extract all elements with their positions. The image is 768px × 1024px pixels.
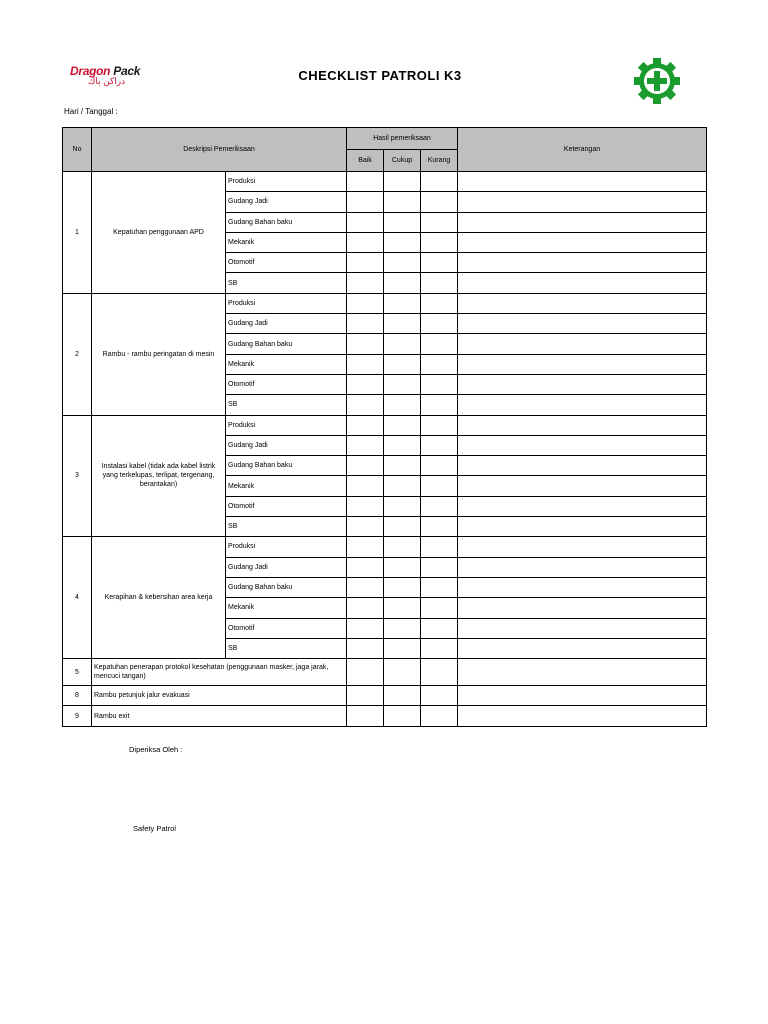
check-cell-cukup[interactable] [384, 598, 421, 618]
notes-cell[interactable] [458, 212, 707, 232]
check-cell-cukup[interactable] [384, 192, 421, 212]
page-title: CHECKLIST PATROLI K3 [298, 68, 462, 83]
location-label: Gudang Jadi [226, 557, 347, 577]
notes-cell[interactable] [458, 659, 707, 686]
notes-cell[interactable] [458, 496, 707, 516]
location-label: Gudang Bahan baku [226, 334, 347, 354]
check-cell-kurang[interactable] [421, 273, 458, 293]
check-cell-cukup[interactable] [384, 354, 421, 374]
check-cell-cukup[interactable] [384, 577, 421, 597]
notes-cell[interactable] [458, 686, 707, 706]
check-cell-cukup[interactable] [384, 618, 421, 638]
row-description: Rambu - rambu peringatan di mesin [92, 293, 226, 415]
row-description: Kepatuhan penerapan protokol kesehatan (penggunaan masker, jaga jarak, mencuci tangan) [92, 659, 347, 686]
row-description: Kepatuhan penggunaan APD [92, 172, 226, 294]
check-cell-kurang[interactable] [421, 706, 458, 726]
table-row [63, 293, 707, 313]
notes-cell[interactable] [458, 476, 707, 496]
check-cell-cukup[interactable] [384, 395, 421, 415]
notes-cell[interactable] [458, 557, 707, 577]
location-label: SB [226, 638, 347, 658]
check-cell-cukup[interactable] [384, 638, 421, 658]
check-cell-baik[interactable] [347, 354, 384, 374]
check-cell-kurang[interactable] [421, 496, 458, 516]
checklist-body [63, 172, 707, 727]
notes-cell[interactable] [458, 273, 707, 293]
location-label: Produksi [226, 172, 347, 192]
header-result: Hasil pemeriksaan [347, 128, 458, 150]
check-cell-cukup[interactable] [384, 253, 421, 273]
notes-cell[interactable] [458, 537, 707, 557]
check-cell-baik[interactable] [347, 273, 384, 293]
check-cell-baik[interactable] [347, 496, 384, 516]
check-cell-kurang[interactable] [421, 659, 458, 686]
location-label: Produksi [226, 537, 347, 557]
location-label: Gudang Jadi [226, 192, 347, 212]
check-cell-kurang[interactable] [421, 618, 458, 638]
date-label: Hari / Tanggal : [64, 107, 118, 116]
check-cell-baik[interactable] [347, 517, 384, 537]
check-cell-cukup[interactable] [384, 686, 421, 706]
notes-cell[interactable] [458, 598, 707, 618]
notes-cell[interactable] [458, 253, 707, 273]
table-row [63, 537, 707, 557]
check-cell-cukup[interactable] [384, 172, 421, 192]
check-cell-kurang[interactable] [421, 517, 458, 537]
header-description: Deskripsi Pemeriksaan [92, 128, 347, 172]
row-number: 1 [63, 172, 92, 294]
notes-cell[interactable] [458, 638, 707, 658]
header-cukup: Cukup [384, 150, 421, 172]
check-cell-baik[interactable] [347, 172, 384, 192]
logo-arabic: دراكن باك [88, 76, 126, 86]
notes-cell[interactable] [458, 415, 707, 435]
check-cell-kurang[interactable] [421, 172, 458, 192]
check-cell-kurang[interactable] [421, 374, 458, 394]
safety-patrol-label: Safety Patrol [133, 824, 176, 833]
notes-cell[interactable] [458, 456, 707, 476]
check-cell-kurang[interactable] [421, 334, 458, 354]
check-cell-baik[interactable] [347, 192, 384, 212]
logo-brand: Dragon [70, 64, 111, 78]
check-cell-kurang[interactable] [421, 415, 458, 435]
row-number: 3 [63, 415, 92, 537]
check-cell-cukup[interactable] [384, 476, 421, 496]
row-number: 8 [63, 686, 92, 706]
check-cell-cukup[interactable] [384, 212, 421, 232]
check-cell-baik[interactable] [347, 212, 384, 232]
notes-cell[interactable] [458, 577, 707, 597]
check-cell-baik[interactable] [347, 415, 384, 435]
check-cell-kurang[interactable] [421, 192, 458, 212]
row-number: 5 [63, 659, 92, 686]
row-description: Rambu petunjuk jalur evakuasi [92, 686, 347, 706]
notes-cell[interactable] [458, 314, 707, 334]
check-cell-baik[interactable] [347, 374, 384, 394]
row-number: 4 [63, 537, 92, 659]
check-cell-kurang[interactable] [421, 456, 458, 476]
location-label: Otomotif [226, 496, 347, 516]
check-cell-baik[interactable] [347, 598, 384, 618]
check-cell-cukup[interactable] [384, 293, 421, 313]
header-baik: Baik [347, 150, 384, 172]
check-cell-kurang[interactable] [421, 435, 458, 455]
check-cell-kurang[interactable] [421, 253, 458, 273]
row-number: 9 [63, 706, 92, 726]
notes-cell[interactable] [458, 354, 707, 374]
location-label: Gudang Jadi [226, 435, 347, 455]
check-cell-baik[interactable] [347, 557, 384, 577]
notes-cell[interactable] [458, 435, 707, 455]
check-cell-baik[interactable] [347, 476, 384, 496]
check-cell-cukup[interactable] [384, 314, 421, 334]
location-label: Gudang Bahan baku [226, 577, 347, 597]
location-label: Produksi [226, 415, 347, 435]
table-row [63, 659, 707, 686]
location-label: SB [226, 395, 347, 415]
notes-cell[interactable] [458, 706, 707, 726]
check-cell-kurang[interactable] [421, 293, 458, 313]
check-cell-kurang[interactable] [421, 638, 458, 658]
check-cell-baik[interactable] [347, 537, 384, 557]
header-no: No [63, 128, 92, 172]
notes-cell[interactable] [458, 618, 707, 638]
check-cell-cukup[interactable] [384, 706, 421, 726]
check-cell-baik[interactable] [347, 253, 384, 273]
location-label: SB [226, 273, 347, 293]
notes-cell[interactable] [458, 293, 707, 313]
row-number: 2 [63, 293, 92, 415]
check-cell-baik[interactable] [347, 314, 384, 334]
location-label: Gudang Bahan baku [226, 456, 347, 476]
location-label: Mekanik [226, 476, 347, 496]
notes-cell[interactable] [458, 232, 707, 252]
check-cell-cukup[interactable] [384, 537, 421, 557]
header-kurang: Kurang [421, 150, 458, 172]
location-label: Mekanik [226, 232, 347, 252]
check-cell-kurang[interactable] [421, 212, 458, 232]
location-label: Otomotif [226, 374, 347, 394]
table-row [63, 706, 707, 726]
company-logo [70, 64, 150, 94]
check-cell-baik[interactable] [347, 395, 384, 415]
table-row [63, 686, 707, 706]
check-cell-kurang[interactable] [421, 314, 458, 334]
location-label: Gudang Jadi [226, 314, 347, 334]
table-row [63, 172, 707, 192]
check-cell-cukup[interactable] [384, 496, 421, 516]
row-description: Kerapihan & kebersihan area kerja [92, 537, 226, 659]
check-cell-cukup[interactable] [384, 659, 421, 686]
check-cell-kurang[interactable] [421, 577, 458, 597]
check-cell-kurang[interactable] [421, 686, 458, 706]
check-cell-cukup[interactable] [384, 557, 421, 577]
check-cell-cukup[interactable] [384, 517, 421, 537]
row-description: Rambu exit [92, 706, 347, 726]
check-cell-baik[interactable] [347, 686, 384, 706]
location-label: Otomotif [226, 618, 347, 638]
k3-safety-gear-icon [632, 56, 682, 106]
header-notes: Keterangan [458, 128, 707, 172]
check-cell-cukup[interactable] [384, 273, 421, 293]
check-cell-baik[interactable] [347, 232, 384, 252]
check-cell-kurang[interactable] [421, 395, 458, 415]
check-cell-baik[interactable] [347, 638, 384, 658]
check-cell-kurang[interactable] [421, 354, 458, 374]
check-cell-kurang[interactable] [421, 232, 458, 252]
check-cell-baik[interactable] [347, 706, 384, 726]
notes-cell[interactable] [458, 517, 707, 537]
checklist-table [62, 127, 707, 727]
check-cell-kurang[interactable] [421, 557, 458, 577]
notes-cell[interactable] [458, 192, 707, 212]
check-cell-kurang[interactable] [421, 476, 458, 496]
check-cell-kurang[interactable] [421, 537, 458, 557]
location-label: Mekanik [226, 598, 347, 618]
check-cell-cukup[interactable] [384, 435, 421, 455]
inspected-by-label: Diperiksa Oleh : [129, 745, 183, 754]
notes-cell[interactable] [458, 172, 707, 192]
check-cell-cukup[interactable] [384, 232, 421, 252]
table-row [63, 415, 707, 435]
check-cell-baik[interactable] [347, 334, 384, 354]
location-label: SB [226, 517, 347, 537]
check-cell-kurang[interactable] [421, 598, 458, 618]
check-cell-baik[interactable] [347, 456, 384, 476]
notes-cell[interactable] [458, 334, 707, 354]
check-cell-cukup[interactable] [384, 374, 421, 394]
check-cell-baik[interactable] [347, 659, 384, 686]
check-cell-cukup[interactable] [384, 415, 421, 435]
check-cell-baik[interactable] [347, 618, 384, 638]
notes-cell[interactable] [458, 374, 707, 394]
check-cell-baik[interactable] [347, 435, 384, 455]
logo-brand-pack: Pack [113, 64, 141, 78]
check-cell-cukup[interactable] [384, 334, 421, 354]
location-label: Mekanik [226, 354, 347, 374]
check-cell-baik[interactable] [347, 293, 384, 313]
location-label: Produksi [226, 293, 347, 313]
check-cell-cukup[interactable] [384, 456, 421, 476]
location-label: Otomotif [226, 253, 347, 273]
location-label: Gudang Bahan baku [226, 212, 347, 232]
row-description: Instalasi kabel (tidak ada kabel listrik yang terkelupas, terlipat, tergenang, berantakan) [92, 415, 226, 537]
check-cell-baik[interactable] [347, 577, 384, 597]
notes-cell[interactable] [458, 395, 707, 415]
